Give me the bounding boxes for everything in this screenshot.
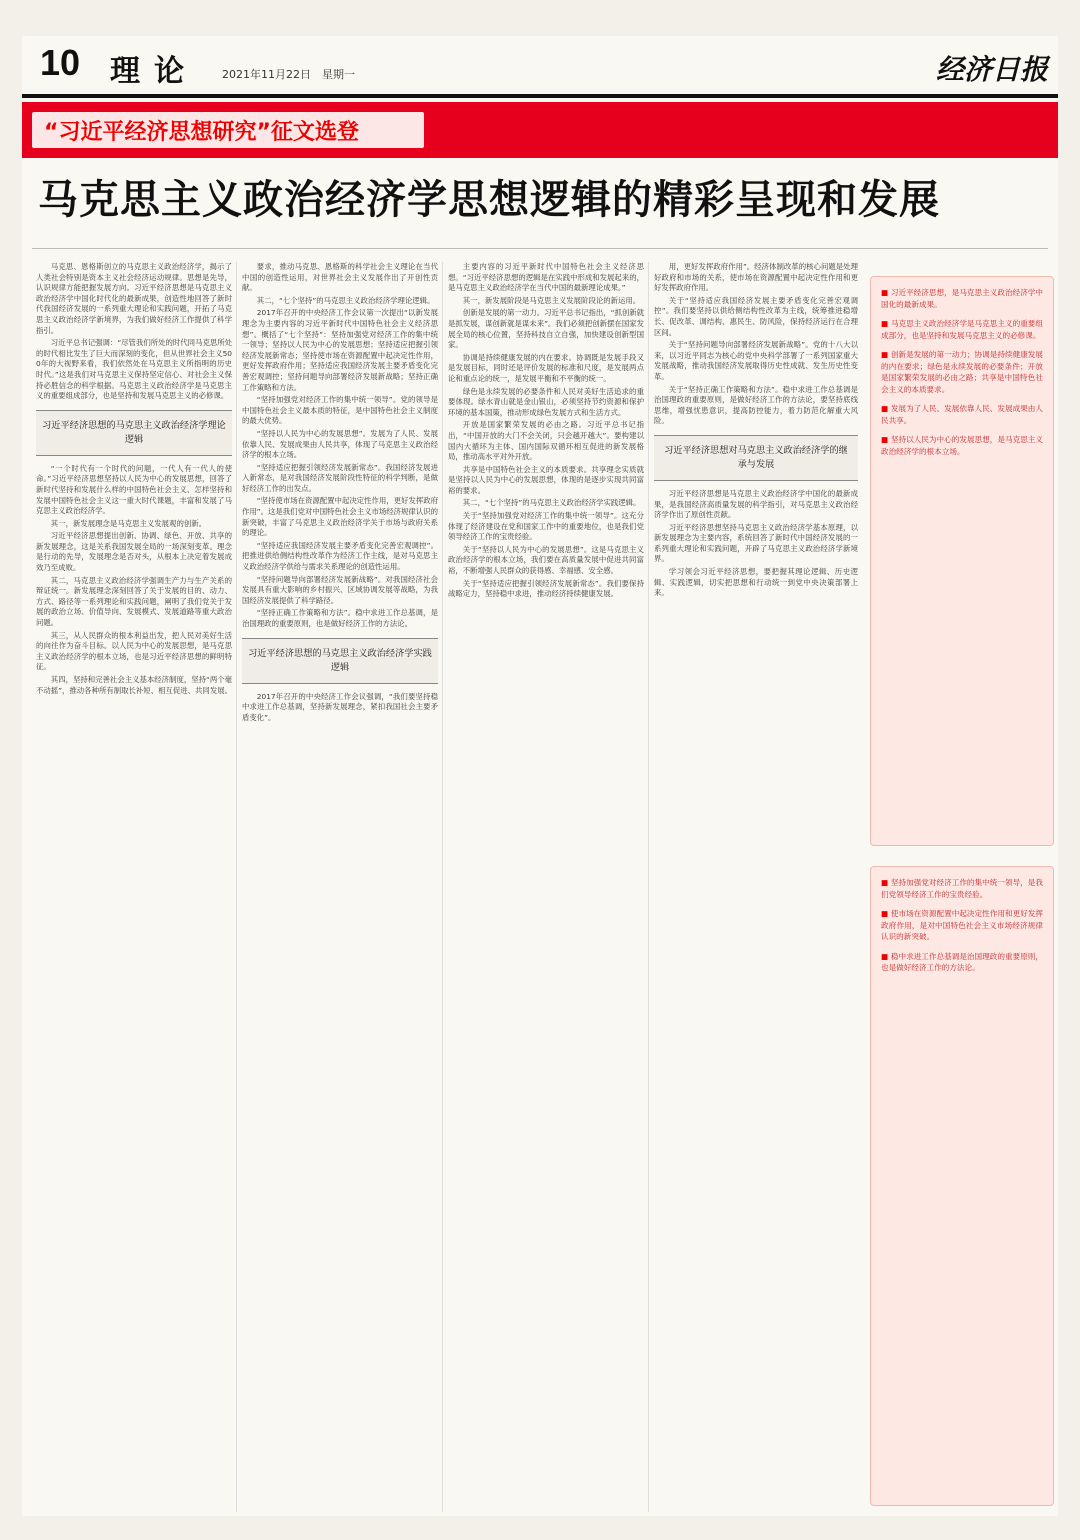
paragraph: “一个时代有一个时代的问题，一代人有一代人的使命。”习近平经济思想坚持以人民为中心的发展思想，回答了新时代坚持和发展什么样的中国特色社会主义、怎样坚持和发展中国特色社会主义这一重大时代课题，丰富和发展了马克思主义政治经济学。 xyxy=(36,463,232,516)
bullet-dot-icon: ■ xyxy=(881,435,891,444)
section-title: 理论 xyxy=(110,54,198,89)
paragraph: “坚持加强党对经济工作的集中统一领导”。党的领导是中国特色社会主义最本质的特征，是中国特色社会主义制度的最大优势。 xyxy=(242,395,438,426)
paragraph: “坚持使市场在资源配置中起决定性作用，更好发挥政府作用”。这是我们党对中国特色社会主义市场经济规律认识的新突破，丰富了马克思主义政治经济学关于市场与政府关系的理论。 xyxy=(242,496,438,538)
page-number: 10 xyxy=(40,42,81,83)
paragraph: 主要内容的习近平新时代中国特色社会主义经济思想。“习近平经济思想的逻辑是在实践中形成和发展起来的，是马克思主义政治经济学在当代中国的最新理论成果。” xyxy=(448,262,644,293)
paragraph: 关于“坚持适应我国经济发展主要矛盾变化完善宏观调控”。我们要坚持以供给侧结构性改革为主线，统筹推进稳增长、促改革、调结构、惠民生、防风险，保持经济运行在合理区间。 xyxy=(654,295,858,337)
paragraph: 马克思、恩格斯创立的马克思主义政治经济学，揭示了人类社会特别是资本主义社会经济运动规律。思想是先导，认识规律方能把握发展方向。习近平经济思想是马克思主义政治经济学中国化时代化的最新成果，创造性地回答了新时代我国经济发展的一系列重大理论和实践问题，开拓了马克思主义政治经济学新境界，为我们做好经济工作提供了科学指引。 xyxy=(36,262,232,335)
article-headline: 马克思主义政治经济学思想逻辑的精彩呈现和发展 xyxy=(38,176,940,223)
subhead: 习近平经济思想对马克思主义政治经济学的继承与发展 xyxy=(654,435,858,481)
paragraph: 习近平经济思想是马克思主义政治经济学中国化的最新成果，是我国经济高质量发展的科学指引，对马克思主义政治经济学作出了原创性贡献。 xyxy=(654,488,858,520)
headline-rule xyxy=(32,248,1048,249)
sidebar-quote: ■ 稳中求进工作总基调是治国理政的重要原则，也是做好经济工作的方法论。 xyxy=(881,951,1044,972)
bullet-dot-icon: ■ xyxy=(881,909,891,918)
sidebar-quote: ■ 坚持以人民为中心的发展思想，是马克思主义政治经济学的根本立场。 xyxy=(881,435,1044,456)
paragraph: 2017年召开的中央经济工作会议强调，“我们要坚持稳中求进工作总基调，坚持新发展理念，紧扣我国社会主要矛盾变化”。 xyxy=(242,691,438,722)
column-tag xyxy=(32,112,424,148)
paragraph: 其二，“七个坚持”的马克思主义政治经济学理论逻辑。 xyxy=(256,295,435,305)
paragraph: 关于“坚持加强党对经济工作的集中统一领导”。这充分体现了经济建设在党和国家工作中的重要地位，也是我们党领导经济工作的宝贵经验。 xyxy=(448,511,644,542)
bullet-dot-icon: ■ xyxy=(881,288,891,297)
subhead: 习近平经济思想的马克思主义政治经济学理论逻辑 xyxy=(36,410,232,456)
paragraph: 其一，新发展阶段是马克思主义发展阶段论的新运用。 xyxy=(462,295,641,305)
masthead-rule xyxy=(22,94,1058,98)
paragraph: “坚持适应把握引领经济发展新常态”。我国经济发展进入新常态，是对我国经济发展阶段性特征的科学判断，是做好经济工作的出发点。 xyxy=(242,462,438,493)
article-column-2 xyxy=(242,262,438,1512)
paragraph: “坚持问题导向部署经济发展新战略”。对我国经济社会发展具有重大影响的乡村振兴、区域协调发展等战略，为我国经济发展提供了科学路径。 xyxy=(242,574,438,605)
paragraph: 要求，推动马克思、恩格斯的科学社会主义理论在当代中国的创造性运用，对世界社会主义发展作出了开创性贡献。 xyxy=(242,262,438,293)
paragraph: 关于“坚持以人民为中心的发展思想”。这是马克思主义政治经济学的根本立场，我们要在高质量发展中促进共同富裕，不断增强人民群众的获得感、幸福感、安全感。 xyxy=(448,544,644,576)
newspaper-logo: 经济日报 xyxy=(935,53,1048,86)
sidebar-quote: ■ 发展为了人民、发展依靠人民、发展成果由人民共享。 xyxy=(881,404,1044,425)
paragraph: 关于“坚持适应把握引领经济发展新常态”。我们要保持战略定力，坚持稳中求进，推动经济持续健康发展。 xyxy=(448,578,644,599)
sidebar-quote: ■ 使市场在资源配置中起决定性作用和更好发挥政府作用，是对中国特色社会主义市场经济规律认识的新突破。 xyxy=(881,909,1044,941)
paragraph: 其四，坚持和完善社会主义基本经济制度，坚持“两个毫不动摇”，推动各种所有制取长补短、相互促进、共同发展。 xyxy=(36,675,232,695)
article-column-1 xyxy=(36,262,232,1512)
sidebar-quote: ■ 创新是发展的第一动力；协调是持续健康发展的内在要求；绿色是永续发展的必要条件；开放是国家繁荣发展的必由之路；共享是中国特色社会主义的本质要求。 xyxy=(881,350,1044,394)
paragraph: 习近平经济思想坚持马克思主义政治经济学基本原理，以新发展理念为主要内容，系统回答了新时代中国经济发展的一系列重大理论和实践问题，开辟了马克思主义政治经济学新境界。 xyxy=(654,522,858,564)
paragraph: 习近平总书记强调：“尽管我们所处的时代同马克思所处的时代相比发生了巨大而深刻的变化，但从世界社会主义500年的大视野来看，我们依然处在马克思主义所指明的历史时代。”这是我们对马克思主义保持坚定信心、对社会主义保持必胜信念的科学根据。马克思主义政治经济学是马克思主义的重要组成部分，也是坚持和发展马克思主义的必修课。 xyxy=(36,338,232,401)
sidebar-quote: ■ 马克思主义政治经济学是马克思主义的重要组成部分，也是坚持和发展马克思主义的必修课。 xyxy=(881,319,1044,340)
paragraph: 关于“坚持问题导向部署经济发展新战略”。党的十八大以来，以习近平同志为核心的党中央科学部署了一系列国家重大发展战略，推动我国经济发展取得历史性成就、发生历史性变革。 xyxy=(654,340,858,381)
paragraph: 其三，从人民群众的根本利益出发，把人民对美好生活的向往作为奋斗目标。以人民为中心的发展思想，是马克思主义政治经济学的根本立场，也是习近平经济思想的鲜明特征。 xyxy=(36,630,232,672)
paragraph: “坚持以人民为中心的发展思想”。发展为了人民、发展依靠人民、发展成果由人民共享，体现了马克思主义政治经济学的根本立场。 xyxy=(242,428,438,460)
paragraph: 其一，新发展理念是马克思主义发展观的创新。 xyxy=(50,518,207,528)
paragraph: 2017年召开的中央经济工作会议第一次提出“以新发展理念为主要内容的习近平新时代中国特色社会主义经济思想”。概括了“七个坚持”：坚持加强党对经济工作的集中统一领导；坚持以人民为中心的发展思想；坚持适应把握引领经济发展新常态；坚持使市场在资源配置中起决定性作用，更好发挥政府作用；坚持适应我国经济发展主要矛盾变化完善宏观调控；坚持问题导向部署经济发展新战略；坚持正确工作策略和方法。 xyxy=(242,308,438,392)
article-column-4 xyxy=(654,262,858,1512)
paragraph: 习近平经济思想提出创新、协调、绿色、开放、共享的新发展理念，这是关系我国发展全局的一场深刻变革。理念是行动的先导，发展理念是否对头，从根本上决定着发展成效乃至成败。 xyxy=(36,531,232,573)
column-tag-text: “习近平经济思想研究”征文选登 xyxy=(44,119,359,145)
sidebar-quote: ■ 坚持加强党对经济工作的集中统一领导，是我们党领导经济工作的宝贵经验。 xyxy=(881,878,1044,899)
bullet-dot-icon: ■ xyxy=(881,404,891,413)
paragraph: 关于“坚持正确工作策略和方法”。稳中求进工作总基调是治国理政的重要原则，是做好经济工作的方法论，要坚持底线思维，增强忧患意识，提高防控能力，着力防范化解重大风险。 xyxy=(654,384,858,426)
paragraph: 共享是中国特色社会主义的本质要求。共享理念实质就是坚持以人民为中心的发展思想，体现的是逐步实现共同富裕的要求。 xyxy=(448,464,644,495)
paragraph: 用，更好发挥政府作用”。经济体制改革的核心问题是处理好政府和市场的关系，使市场在资源配置中起决定性作用和更好发挥政府作用。 xyxy=(654,262,858,293)
article-column-3 xyxy=(448,262,644,1512)
sidebar-quote: ■ 习近平经济思想，是马克思主义政治经济学中国化的最新成果。 xyxy=(881,288,1044,309)
subhead: 习近平经济思想的马克思主义政治经济学实践逻辑 xyxy=(242,638,438,684)
paragraph: 学习领会习近平经济思想，要把握其理论逻辑、历史逻辑、实践逻辑，切实把思想和行动统一到党中央决策部署上来。 xyxy=(654,567,858,598)
column-divider xyxy=(648,262,649,1512)
column-divider xyxy=(236,262,237,1512)
paragraph: 其二，“七个坚持”的马克思主义政治经济学实践逻辑。 xyxy=(462,498,641,508)
sidebar-quote-box-2 xyxy=(870,866,1054,1506)
paragraph: “坚持正确工作策略和方法”。稳中求进工作总基调，是治国理政的重要原则，也是做好经济工作的方法论。 xyxy=(242,608,438,628)
bullet-dot-icon: ■ xyxy=(881,878,891,887)
bullet-dot-icon: ■ xyxy=(881,350,891,359)
column-divider xyxy=(442,262,443,1512)
paragraph: 创新是发展的第一动力。习近平总书记指出，“抓创新就是抓发展，谋创新就是谋未来”。我们必须把创新摆在国家发展全局的核心位置，坚持科技自立自强，加快建设创新型国家。 xyxy=(448,308,644,350)
sidebar-quote-box-1 xyxy=(870,276,1054,846)
paragraph: 开放是国家繁荣发展的必由之路。习近平总书记指出，“中国开放的大门不会关闭，只会越开越大”。要构建以国内大循环为主体、国内国际双循环相互促进的新发展格局，推动高水平对外开放。 xyxy=(448,420,644,462)
paragraph: “坚持适应我国经济发展主要矛盾变化完善宏观调控”。把推进供给侧结构性改革作为经济工作主线，是对马克思主义政治经济学供给与需求关系理论的创造性运用。 xyxy=(242,540,438,572)
bullet-dot-icon: ■ xyxy=(881,319,891,328)
paragraph: 协调是持续健康发展的内在要求。协调既是发展手段又是发展目标，同时还是评价发展的标准和尺度，是发展两点论和重点论的统一，是发展平衡和不平衡的统一。 xyxy=(448,352,644,383)
paragraph: 其二，马克思主义政治经济学强调生产力与生产关系的辩证统一。新发展理念深刻回答了关于发展的目的、动力、方式、路径等一系列理论和实践问题，阐明了我们党关于发展的政治立场、价值导向、发展模式、发展道路等重大政治问题。 xyxy=(36,575,232,628)
issue-date: 2021年11月22日 星期一 xyxy=(222,68,355,81)
bullet-dot-icon: ■ xyxy=(881,951,891,961)
paragraph: 绿色是永续发展的必要条件和人民对美好生活追求的重要体现。绿水青山就是金山银山，必须坚持节约资源和保护环境的基本国策，推动形成绿色发展方式和生活方式。 xyxy=(448,386,644,417)
newspaper-page xyxy=(22,36,1058,1516)
column-banner xyxy=(22,102,1058,158)
masthead xyxy=(22,36,1058,92)
